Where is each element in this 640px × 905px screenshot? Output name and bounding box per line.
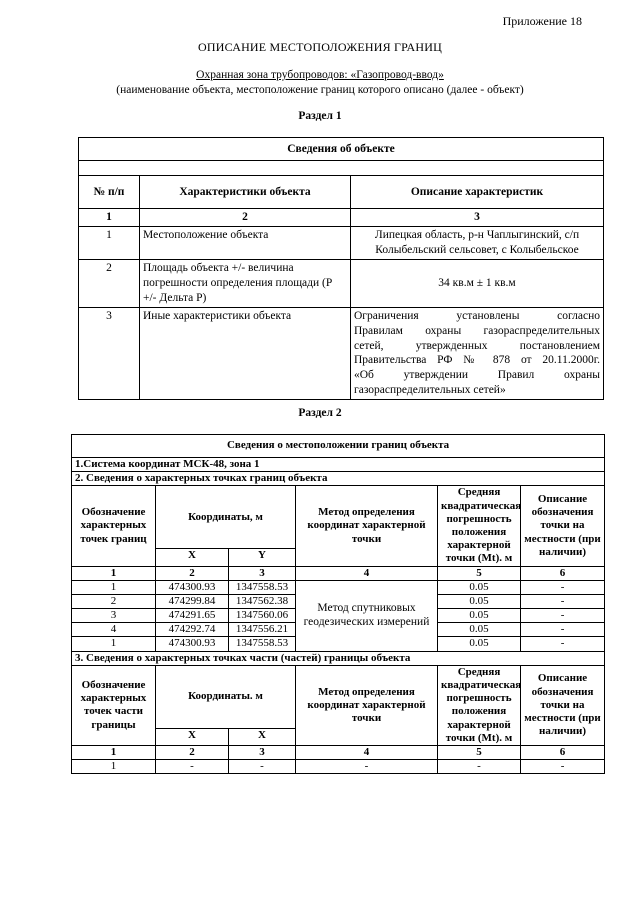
table-row (79, 307, 604, 400)
col-num-3: 3 (229, 566, 296, 580)
point-y: 1347556.21 (229, 623, 296, 637)
header-y-part: X (229, 728, 296, 745)
row-name: Иные характеристики объекта (140, 307, 351, 400)
col-num-2: 2 (156, 566, 229, 580)
row-name: Местоположение объекта (140, 226, 351, 259)
table2-caption: Сведения о местоположении границ объекта (72, 435, 605, 458)
point-x: 474299.84 (156, 594, 229, 608)
header-x: X (156, 549, 229, 566)
table-row (72, 760, 605, 774)
table-row (79, 259, 604, 307)
point-desc: - (521, 623, 605, 637)
point-desc: - (521, 594, 605, 608)
table-row (72, 580, 605, 594)
desc-line: Правительства РФ № 878 от 20.11.2000г. (354, 354, 600, 367)
part-point-y: - (229, 760, 296, 774)
appendix-label: Приложение 18 (502, 14, 582, 28)
row-desc: Липецкая область, р-н Чаплыгинский, с/п Колыбельский сельсовет, с Колыбельское (351, 226, 604, 259)
point-y: 1347558.53 (229, 637, 296, 651)
row-desc: 34 кв.м ± 1 кв.м (351, 259, 604, 307)
point-mt: 0.05 (438, 609, 521, 623)
point-id: 2 (72, 594, 156, 608)
point-desc: - (521, 637, 605, 651)
header-accuracy-part: Средняя квадратическая погрешность положения характерной точки (Mt). м (438, 665, 521, 745)
desc-line: «Об утверждении Правил охраны (354, 369, 600, 382)
header-designation: Обозначение характерных точек границ (72, 486, 156, 566)
point-id: 3 (72, 609, 156, 623)
part-point-id: 1 (72, 760, 156, 774)
point-mt: 0.05 (438, 623, 521, 637)
row-name: Площадь объекта +/- величина погрешности определения площади (Р +/- Дельта Р) (140, 259, 351, 307)
col-num-4: 4 (296, 745, 438, 759)
desc-line: сетей, утвержденных постановлением (354, 339, 600, 352)
header-point-description: Описание обозначения точки на местности (при наличии) (521, 486, 605, 566)
col-num-3: 3 (351, 209, 604, 227)
header-y: Y (229, 549, 296, 566)
part-point-x: - (156, 760, 229, 774)
col-num-5: 5 (438, 566, 521, 580)
point-y: 1347560.06 (229, 609, 296, 623)
header-x-part: X (156, 728, 229, 745)
desc-line: Правилам охраны газораспределительных (354, 324, 600, 337)
point-y: 1347562.38 (229, 594, 296, 608)
col-num-1: 1 (72, 566, 156, 580)
document-title: ОПИСАНИЕ МЕСТОПОЛОЖЕНИЯ ГРАНИЦ (198, 40, 442, 54)
point-desc: - (521, 609, 605, 623)
point-x: 474300.93 (156, 637, 229, 651)
desc-line: Ограничения установлены согласно (354, 309, 600, 322)
point-x: 474291.65 (156, 609, 229, 623)
point-id: 4 (72, 623, 156, 637)
table-row (79, 226, 604, 259)
object-name (0, 69, 640, 81)
table1-caption: Сведения об объекте (79, 138, 604, 161)
section-1-heading: Раздел 1 (298, 110, 342, 122)
part2-title: 2. Сведения о характерных точках границ объекта (72, 472, 605, 486)
row-number: 3 (79, 307, 140, 400)
header-description: Описание характеристик (351, 176, 604, 209)
point-y: 1347558.53 (229, 580, 296, 594)
header-accuracy: Средняя квадратическая погрешность положения характерной точки (Mt). м (438, 486, 521, 566)
part-point-desc: - (521, 760, 605, 774)
boundary-location-table (71, 434, 605, 774)
table1-spacer (79, 161, 604, 176)
part-point-method: - (296, 760, 438, 774)
col-num-2: 2 (156, 745, 229, 759)
col-num-4: 4 (296, 566, 438, 580)
point-mt: 0.05 (438, 580, 521, 594)
col-num-1: 1 (79, 209, 140, 227)
header-characteristics: Характеристики объекта (140, 176, 351, 209)
point-desc: - (521, 580, 605, 594)
col-num-1: 1 (72, 745, 156, 759)
method-value: Метод спутниковых геодезических измерений (296, 580, 438, 651)
object-name-note: (наименование объекта, местоположение границ которого описано (далее - объект) (116, 84, 524, 96)
row-number: 2 (79, 259, 140, 307)
desc-line: газораспределительных сетей» (354, 384, 506, 397)
header-designation-part: Обозначение характерных точек части границы (72, 665, 156, 745)
part3-title: 3. Сведения о характерных точках части (частей) границы объекта (72, 651, 605, 665)
header-number: № п/п (79, 176, 140, 209)
point-id: 1 (72, 637, 156, 651)
header-coords: Координаты, м (156, 486, 296, 549)
part-point-mt: - (438, 760, 521, 774)
object-info-table (78, 137, 604, 400)
col-num-6: 6 (521, 566, 605, 580)
point-x: 474300.93 (156, 580, 229, 594)
row-desc (351, 307, 604, 400)
section-2-heading: Раздел 2 (298, 407, 342, 419)
header-method: Метод определения координат характерной точки (296, 486, 438, 566)
header-method-part: Метод определения координат характерной точки (296, 665, 438, 745)
col-num-6: 6 (521, 745, 605, 759)
point-mt: 0.05 (438, 637, 521, 651)
header-coords-part: Координаты. м (156, 665, 296, 728)
point-id: 1 (72, 580, 156, 594)
point-mt: 0.05 (438, 594, 521, 608)
header-point-description-part: Описание обозначения точки на местности (при наличии) (521, 665, 605, 745)
col-num-5: 5 (438, 745, 521, 759)
row-number: 1 (79, 226, 140, 259)
point-x: 474292.74 (156, 623, 229, 637)
col-num-2: 2 (140, 209, 351, 227)
object-name-text: Охранная зона трубопроводов: «Газопровод-ввод» (196, 69, 444, 81)
col-num-3: 3 (229, 745, 296, 759)
coord-system: 1.Система координат МСК-48, зона 1 (72, 458, 605, 472)
